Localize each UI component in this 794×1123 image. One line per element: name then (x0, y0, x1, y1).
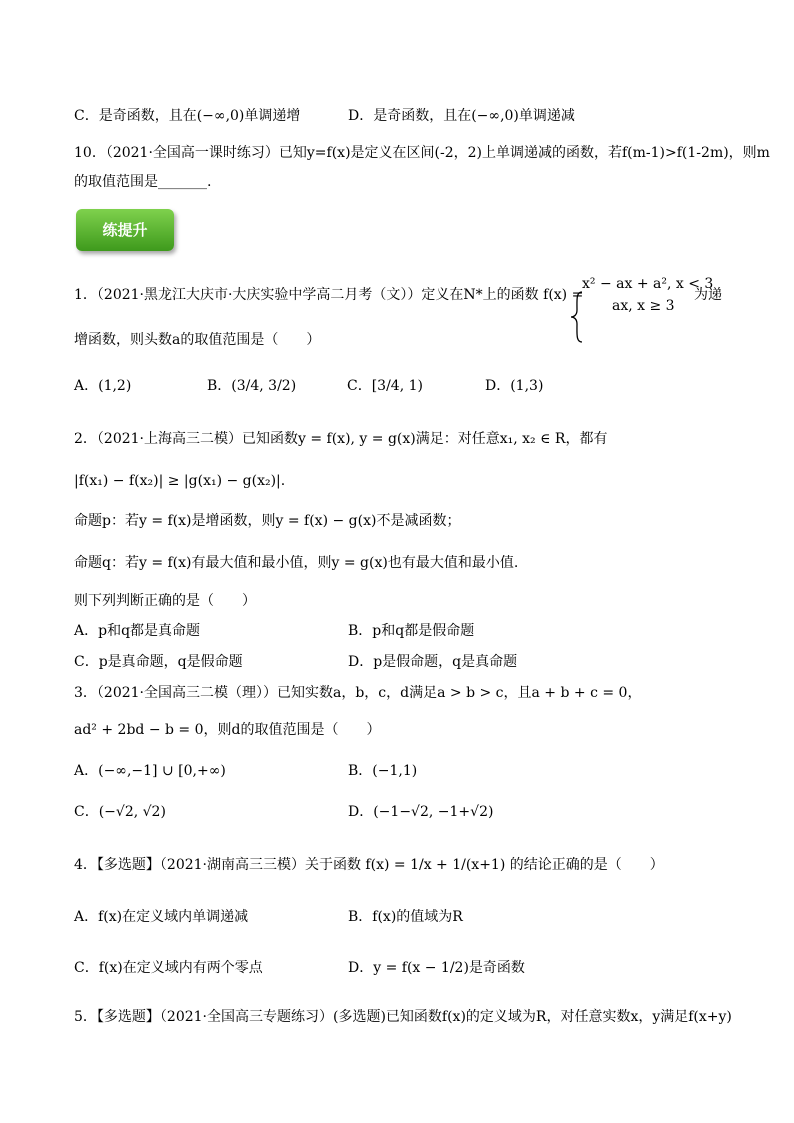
option-c-prev: C．是奇函数，且在(−∞,0)单调递增 (74, 108, 301, 124)
q10-line2: 的取值范围是_______. (74, 174, 212, 190)
q2-option-a: A．p和q都是真命题 (74, 623, 201, 639)
q1-stem-2: 增函数，则头数a的取值范围是（ ） (74, 332, 321, 348)
q4-option-d: D．y = f(x − 1/2)是奇函数 (348, 960, 525, 976)
q10-line1: 10．（2021·全国高一课时练习）已知y=f(x)是定义在区间(-2，2)上单调递减的函数，若f(m-1)>f(1-2m)，则m (74, 145, 770, 161)
q3-option-a: A．(−∞,−1] ∪ [0,+∞) (74, 763, 226, 779)
q3-option-d: D．(−1−√2, −1+√2) (348, 804, 494, 820)
q3-stem-2: ad² + 2bd − b = 0，则d的取值范围是（ ） (74, 722, 381, 738)
q1-option-a: A．(1,2) (74, 378, 132, 394)
q2-ask: 则下列判断正确的是（ ） (74, 593, 256, 609)
q5-stem: 5．【多选题】（2021·全国高三专题练习）(多选题)已知函数f(x)的定义域为R，对任意实数x，y满足f(x+y) (74, 1009, 732, 1025)
q1-stem-tail: 为递 (694, 287, 722, 303)
q1-case2: ax, x ≥ 3 (612, 298, 675, 314)
q1-option-d: D．(1,3) (485, 378, 544, 394)
q1-case1: x² − ax + a², x < 3 (582, 276, 714, 292)
q4-option-b: B．f(x)的值域为R (348, 909, 463, 925)
q2-option-d: D．p是假命题，q是真命题 (348, 654, 518, 670)
option-d-prev: D．是奇函数，且在(−∞,0)单调递减 (348, 108, 575, 124)
q4-stem: 4．【多选题】（2021·湖南高三三模）关于函数 f(x) = 1/x + 1/(x+1) 的结论正确的是（ ） (74, 857, 664, 873)
section-badge: 练提升 (76, 209, 174, 251)
q1-stem: 1．（2021·黑龙江大庆市·大庆实验中学高二月考（文））定义在N*上的函数 f(x) = (74, 287, 584, 303)
piecewise-brace-icon (568, 290, 594, 344)
q1-option-b: B．(3/4, 3/2) (207, 378, 297, 394)
q3-option-c: C．(−√2, √2) (74, 804, 166, 820)
q4-option-a: A．f(x)在定义域内单调递减 (74, 909, 249, 925)
q2-option-c: C．p是真命题，q是假命题 (74, 654, 243, 670)
q2-option-b: B．p和q都是假命题 (348, 623, 475, 639)
q2-inequality: |f(x₁) − f(x₂)| ≥ |g(x₁) − g(x₂)|. (74, 473, 286, 489)
q2-proposition-p: 命题p：若y = f(x)是增函数，则y = f(x) − g(x)不是减函数； (74, 513, 461, 529)
q2-stem: 2．（2021·上海高三二模）已知函数y = f(x), y = g(x)满足：对任意x₁, x₂ ∈ R，都有 (74, 431, 608, 447)
q3-stem: 3．（2021·全国高三二模（理））已知实数a，b，c，d满足a > b > c，且a + b + c = 0， (74, 685, 642, 701)
q4-option-c: C．f(x)在定义域内有两个零点 (74, 960, 263, 976)
q2-proposition-q: 命题q：若y = f(x)有最大值和最小值，则y = g(x)也有最大值和最小值. (74, 555, 519, 571)
q1-option-c: C．[3/4, 1) (347, 378, 423, 394)
q3-option-b: B．(−1,1) (348, 763, 418, 779)
